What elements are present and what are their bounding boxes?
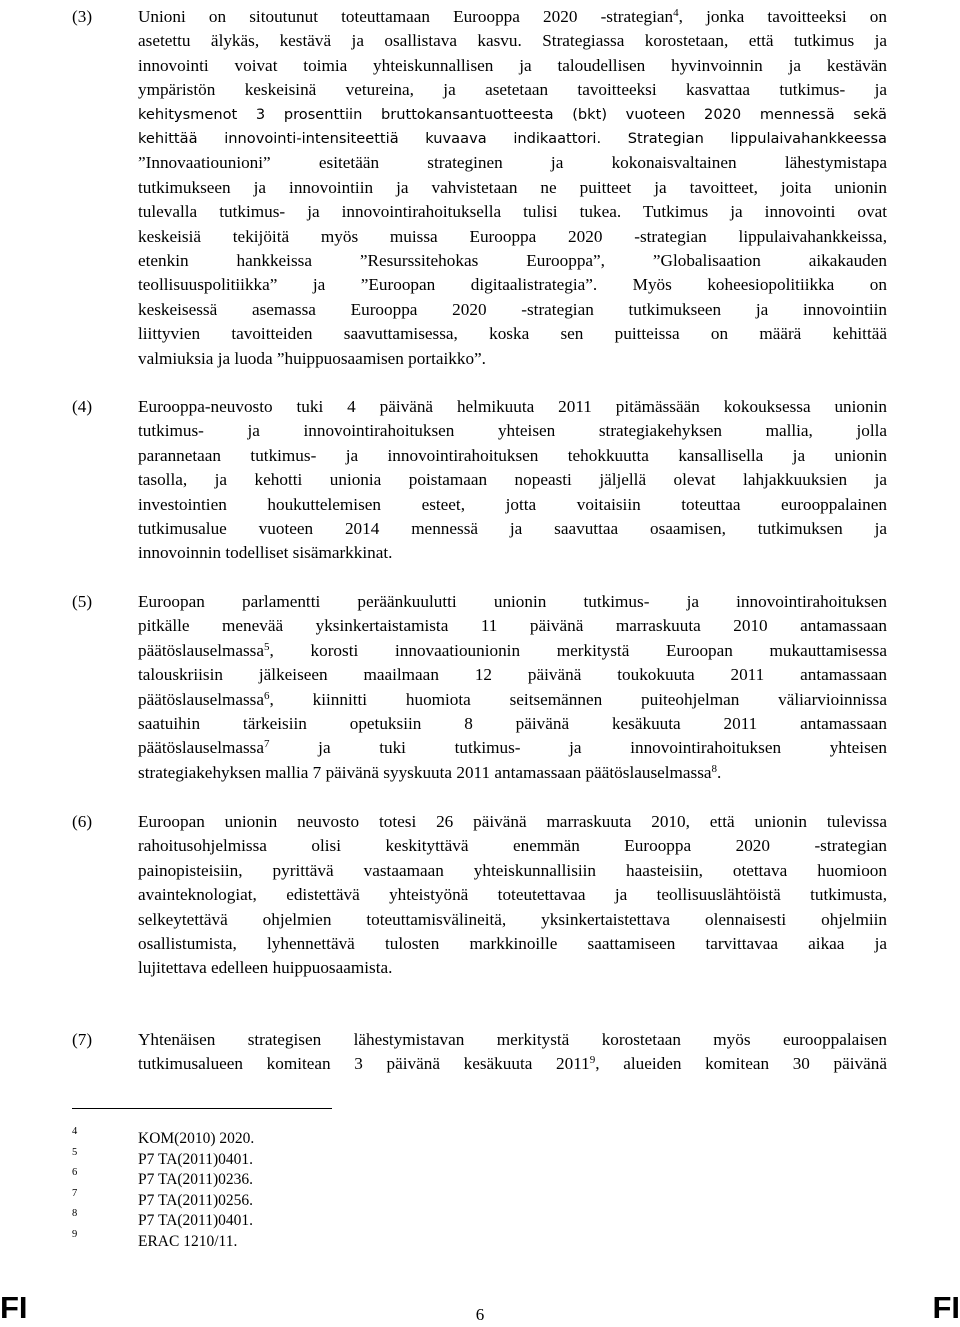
text-line [138, 663, 887, 687]
text-run: innovoinnin todelliset sisämarkkinat. [138, 543, 393, 563]
footnote-number: 5 [72, 1147, 78, 1158]
footnote-text: P7 TA(2011)0236. [138, 1171, 254, 1188]
footnote-number: 7 [72, 1188, 78, 1199]
text-line [138, 639, 887, 663]
footnote [72, 1208, 472, 1230]
footnote-ref: 6 [264, 689, 270, 702]
text-run: tulevalla tutkimus- ja innovointirahoituksella tulisi tukea. Tutkimus ja innovointi ovat [138, 202, 887, 222]
text-run: parannetaan tutkimus- ja innovointirahoituksen tehokkuutta kansallisella ja unionin [138, 445, 887, 465]
text-run: Yhtenäisen strategisen lähestymistavan merkitystä korostetaan myös eurooppalaisen [138, 1030, 887, 1049]
text-run: innovointi voivat toimia yhteiskunnallisen ja taloudellisen hyvinvoinnin ja kestävän [138, 55, 887, 75]
text-run: , jonka tavoitteeksi on [678, 7, 887, 26]
footer-language-left: FI [0, 1290, 28, 1325]
text-line [138, 590, 887, 614]
footnote-text: P7 TA(2011)0256. [138, 1192, 254, 1209]
footnote-ref: 8 [711, 762, 718, 775]
footnote-number: 8 [72, 1208, 78, 1219]
text-line [138, 908, 887, 932]
text-line [138, 614, 887, 638]
text-run: keskeisiä tekijöitä myös muissa Eurooppa 2020 -strategian lippulaivahankkeissa, [138, 226, 887, 246]
paragraph-text [138, 590, 887, 785]
text-line [138, 468, 887, 492]
footnote-number: 6 [72, 1167, 78, 1178]
paragraph [72, 590, 887, 785]
text-line [138, 1028, 887, 1052]
text-line [138, 810, 887, 834]
paragraph [72, 5, 887, 371]
paragraph-number: (3) [72, 7, 93, 26]
footnote-text: P7 TA(2011)0401. [138, 1151, 254, 1168]
footnote [72, 1126, 472, 1148]
text-line [138, 249, 887, 273]
text-run: , korosti innovaatiounionin merkitystä Euroopan mukauttamisessa [269, 640, 887, 660]
text-line [138, 347, 887, 371]
paragraph-number: (4) [72, 397, 93, 416]
footnote-separator [72, 1108, 332, 1109]
text-run: , alueiden komitean 30 päivänä [595, 1054, 887, 1074]
text-line [138, 395, 887, 419]
paragraph [72, 1028, 887, 1077]
paragraph [72, 395, 887, 566]
text-run: tutkimusalue vuoteen 2014 mennessä ja saavuttaa osaamisen, tutkimuksen ja [138, 519, 887, 539]
page-number: 6 [475, 1305, 485, 1324]
paragraph-number: (5) [72, 592, 93, 611]
paragraph-number: (7) [72, 1030, 93, 1049]
text-line [138, 200, 887, 224]
text-run: valmiuksia ja luoda ”huippuosaamisen portaikko”. [138, 348, 486, 368]
footnote-number: 4 [72, 1126, 78, 1137]
text-line [138, 298, 887, 322]
text-run: tutkimusalueen komitean 3 päivänä kesäkuuta 2011 [138, 1054, 590, 1074]
footnote-ref: 9 [589, 1054, 596, 1067]
text-line [138, 103, 887, 127]
text-line [138, 1052, 887, 1076]
text-run: pitkälle menevää yksinkertaistamista 11 päivänä marraskuuta 2010 antamassaan [138, 616, 887, 636]
text-run: etenkin hankkeissa ”Resurssitehokas Eurooppa”, ”Globalisaation aikakauden [138, 251, 887, 271]
text-run: . [717, 762, 722, 782]
text-run: liittyvien tavoitteiden saavuttamisessa, koska sen puitteissa on määrä kehittää [138, 324, 887, 344]
text-line [138, 956, 887, 980]
text-run: strategiakehyksen mallia 7 päivänä syyskuuta 2011 antamassaan päätöslauselmassa [138, 762, 712, 782]
text-run: Unioni on sitoutunut toteuttamaan Eurooppa 2020 -strategian [138, 7, 674, 26]
text-run: päätöslauselmassa [138, 640, 265, 660]
text-line [138, 517, 887, 541]
text-run: rahoitusohjelmissa olisi keskityttävä enemmän Eurooppa 2020 -strategian [138, 836, 887, 856]
text-run: avainteknologiat, edistettävä yhteistyönä toteutettavaa ja teollisuuslähtöistä tutkimusta, [138, 885, 887, 905]
text-run: investointien houkuttelemisen esteet, jotta voitaisiin toteuttaa eurooppalainen [138, 494, 887, 514]
text-run: keskeisessä asemassa Eurooppa 2020 -strategian tutkimukseen ja innovointiin [138, 299, 887, 319]
text-line [138, 493, 887, 517]
text-run: ja tuki tutkimus- ja innovointirahoituksen yhteisen [269, 738, 887, 758]
text-run: osallistumista, lyhennettävä tulosten markkinoille saattamiseen tarvittavaa aikaa ja [138, 934, 887, 954]
text-run: Euroopan parlamentti peräänkuulutti unionin tutkimus- ja innovointirahoituksen [138, 592, 887, 611]
footnote-text: P7 TA(2011)0401. [138, 1212, 254, 1229]
text-line [138, 444, 887, 468]
footnote [72, 1188, 472, 1210]
text-run: Eurooppa-neuvosto tuki 4 päivänä helmikuuta 2011 pitämässään kokouksessa unionin [138, 397, 887, 416]
text-line [138, 54, 887, 78]
text-line [138, 127, 887, 151]
text-run: painopisteisiin, pyrittävä vastaamaan yhteiskunnallisiin haasteisiin, otettava huomioon [138, 860, 887, 880]
text-run: selkeytettävä ohjelmien toteuttamisvälineitä, yksinkertaistettava olennaisesti ohjelmiin [138, 909, 887, 929]
text-run: teollisuuspolitiikka” ja ”Euroopan digitaalistrategia”. Myös koheesiopolitiikka on [138, 275, 887, 295]
text-line [138, 883, 887, 907]
text-line [138, 273, 887, 297]
text-run: Euroopan unionin neuvosto totesi 26 päivänä marraskuuta 2010, että unionin tulevissa [138, 812, 887, 831]
text-run: , kiinnitti huomiota seitsemännen puiteohjelman väliarvioinnissa [269, 689, 887, 709]
text-line [138, 78, 887, 102]
text-run: ympäristön keskeisinä vetureina, ja asetetaan tavoitteeksi kasvattaa tutkimus- ja [138, 80, 887, 100]
footnote [72, 1147, 472, 1169]
paragraph-number: (6) [72, 812, 93, 831]
text-line [138, 225, 887, 249]
text-run: talouskriisin jälkeiseen maailmaan 12 päivänä toukokuuta 2011 antamassaan [138, 665, 887, 685]
footnote-text: ERAC 1210/11. [138, 1233, 238, 1250]
text-line [138, 322, 887, 346]
text-line [138, 151, 887, 175]
text-line [138, 932, 887, 956]
text-line [138, 761, 887, 785]
footnote-ref: 5 [264, 640, 270, 653]
footnote-number: 9 [72, 1229, 78, 1240]
paragraph [72, 810, 887, 981]
text-run: saatuihin tärkeisiin opetuksiin 8 päivänä kesäkuuta 2011 antamassaan [138, 714, 887, 734]
text-run: tutkimukseen ja innovointiin ja vahvistetaan ne puitteet ja tavoitteet, joita unionin [138, 177, 887, 197]
paragraph-text [138, 810, 887, 981]
text-run: päätöslauselmassa [138, 738, 265, 758]
footnote-ref: 4 [673, 7, 679, 19]
text-run: kehittää innovointi-intensiteettiä kuvaava indikaattori. Strategian lippulaivahankkeessa [138, 130, 887, 148]
paragraph-text [138, 1028, 887, 1077]
paragraph-text [138, 5, 887, 371]
footnote-text: KOM(2010) 2020. [138, 1130, 255, 1147]
text-line [138, 419, 887, 443]
text-line [138, 736, 887, 760]
text-line [138, 176, 887, 200]
text-run: ”Innovaatiounioni” esitetään strateginen ja kokonaisvaltainen lähestymistapa [138, 153, 887, 173]
text-line [138, 5, 887, 29]
text-run: tutkimus- ja innovointirahoituksen yhteisen strategiakehyksen mallia, jolla [138, 421, 887, 441]
footer-language-right: FI [932, 1290, 960, 1325]
text-line [138, 712, 887, 736]
footnote [72, 1229, 472, 1251]
footnote [72, 1167, 472, 1189]
text-run: asetettu älykäs, kestävä ja osallistava kasvu. Strategiassa korostetaan, että tutkimus ja [138, 31, 887, 51]
text-run: tasolla, ja kehotti unionia poistamaan nopeasti jäljellä olevat lahjakkuuksien ja [138, 470, 887, 490]
text-run: lujitettava edelleen huippuosaamista. [138, 958, 393, 978]
paragraph-text [138, 395, 887, 566]
text-line [138, 859, 887, 883]
text-run: kehitysmenot 3 prosenttiin bruttokansantuotteesta (bkt) vuoteen 2020 mennessä sekä [138, 105, 887, 123]
footnote-ref: 7 [264, 738, 270, 751]
text-line [138, 688, 887, 712]
text-line [138, 834, 887, 858]
text-run: päätöslauselmassa [138, 689, 265, 709]
text-line [138, 29, 887, 53]
text-line [138, 541, 887, 565]
